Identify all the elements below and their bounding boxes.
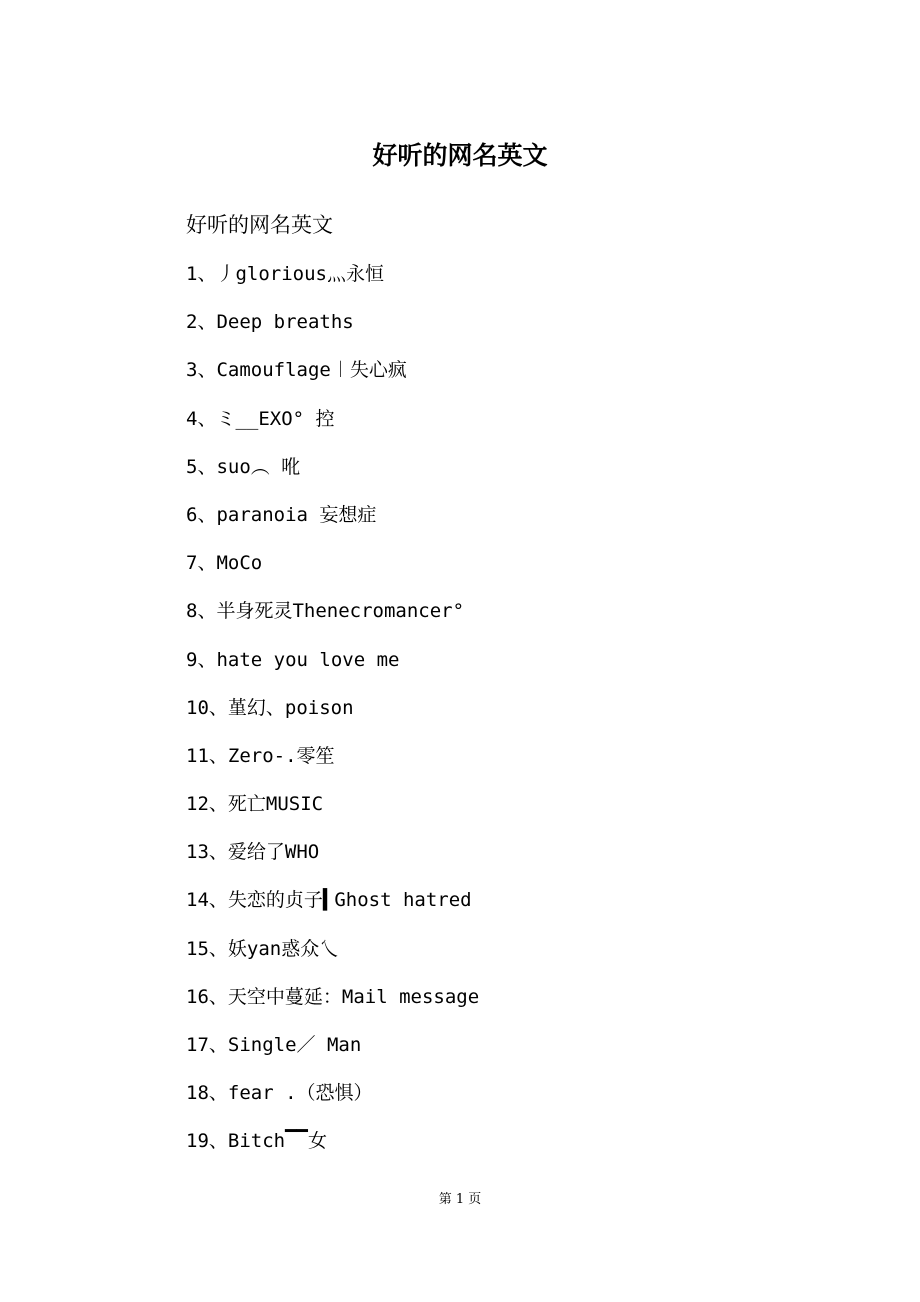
list-item (186, 932, 479, 980)
list-item-text: 14、失恋的贞子▍Ghost hatred (186, 889, 472, 912)
list-item (186, 1028, 479, 1076)
list-item (186, 883, 479, 931)
list-item (186, 353, 479, 401)
list-item-text: 9、hate you love me (186, 648, 400, 671)
list-item (186, 546, 479, 594)
list-item (186, 643, 479, 691)
list-item (186, 691, 479, 739)
list-item (186, 257, 479, 305)
list-item-text: 3、Camouflage︱失心疯 (186, 359, 407, 382)
list-item-text: 16、天空中蔓延：Mail message (186, 985, 480, 1008)
list-item-text: 4、ミ__EXO° 控 (186, 407, 335, 430)
list-item-text: 11、Zero-.零笙 (186, 744, 335, 767)
list-item-text: 8、半身死灵Thenecromancer° (186, 600, 465, 623)
list-item (186, 305, 479, 353)
list-item-text: 18、fear .（恐惧） (186, 1082, 373, 1105)
list-item-text: 5、suo︵ 吪 (186, 455, 301, 478)
list-item-text: 19、Bitch▔▔女 (186, 1130, 327, 1153)
list-item-text: 17、Single／ Man (186, 1034, 362, 1056)
list-item-text: 13、爱给了WHO (186, 841, 320, 864)
list-item-text: 12、死亡MUSIC (186, 793, 324, 816)
document-subtitle: 好听的网名英文 (186, 213, 333, 237)
page-number: 第 1 页 (438, 1192, 482, 1207)
list-item (186, 402, 479, 450)
list-item-text: 2、Deep breaths (186, 311, 354, 334)
list-item-text: 6、paranoia 妄想症 (186, 503, 377, 526)
list-item (186, 1124, 479, 1172)
list-item-text: 15、妖yan惑众乀 (186, 937, 339, 960)
list-item (186, 739, 479, 787)
nickname-list (186, 257, 479, 1173)
list-item (186, 498, 479, 546)
list-item (186, 980, 479, 1028)
list-item-text: 7、MoCo (186, 552, 263, 575)
list-item (186, 594, 479, 642)
list-item-text: 1、丿glorious灬永恒 (186, 263, 384, 285)
list-item (186, 835, 479, 883)
list-item (186, 1076, 479, 1124)
list-item-text: 10、堇幻、poison (186, 696, 354, 719)
document-title: 好听的网名英文 (372, 141, 548, 170)
list-item (186, 787, 479, 835)
list-item (186, 450, 479, 498)
